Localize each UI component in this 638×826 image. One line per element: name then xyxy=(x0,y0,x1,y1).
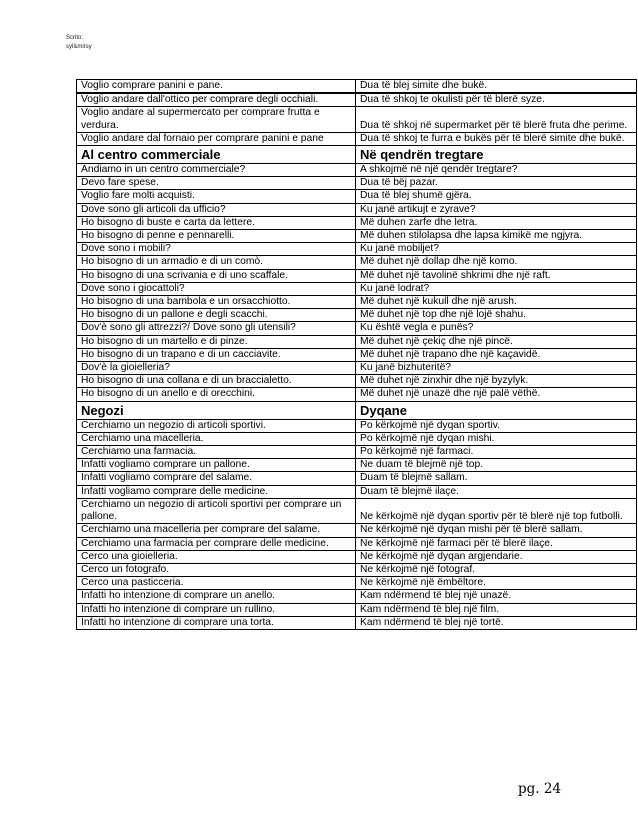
section-title-albanian-cell: Dyqane xyxy=(356,401,637,419)
table-row xyxy=(77,335,637,348)
albanian-cell: Më duhen zarfe dhe letra. xyxy=(356,216,637,229)
italian-cell: Dove sono gli articoli da ufficio? xyxy=(77,203,356,216)
albanian-cell: Dua të blej simite dhe bukë. xyxy=(356,80,637,94)
table-row xyxy=(77,485,637,498)
section-title-albanian-cell: Në qendrën tregtare xyxy=(356,146,637,164)
albanian-cell: Ku është vegla e punës? xyxy=(356,322,637,335)
section-title-italian-cell: Al centro commerciale xyxy=(77,146,356,164)
table-row xyxy=(77,269,637,282)
italian-cell: Infatti vogliamo comprare un pallone. xyxy=(77,459,356,472)
albanian-cell: Duam të blejmë sallam. xyxy=(356,472,637,485)
albanian-cell: Më duhet një kukull dhe një arush. xyxy=(356,296,637,309)
italian-cell: Ho bisogno di un pallone e degli scacchi. xyxy=(77,309,356,322)
albanian-cell: Ne kërkojmë një fotograf. xyxy=(356,563,637,576)
table-row xyxy=(77,243,637,256)
italian-cell: Infatti ho intenzione di comprare una torta. xyxy=(77,616,356,629)
albanian-cell: Po kërkojmë një dyqan sportiv. xyxy=(356,419,637,432)
italian-cell: Dove sono i giocattoli? xyxy=(77,282,356,295)
table-row xyxy=(77,603,637,616)
italian-cell: Voglio fare molti acquisti. xyxy=(77,190,356,203)
italian-cell: Andiamo in un centro commerciale? xyxy=(77,164,356,177)
italian-cell: Dove sono i mobili? xyxy=(77,243,356,256)
albanian-cell: Ku janë artikujt e zyrave? xyxy=(356,203,637,216)
albanian-cell: Dua të bëj pazar. xyxy=(356,177,637,190)
page-header xyxy=(66,34,92,52)
italian-cell: Cerchiamo un negozio di articoli sportivi. xyxy=(77,419,356,432)
table-row xyxy=(77,190,637,203)
page-number: pg. 24 xyxy=(518,781,562,797)
albanian-cell: Ne duam të blejmë një top. xyxy=(356,459,637,472)
italian-cell: Cerco un fotografo. xyxy=(77,563,356,576)
albanian-cell: Po kërkojmë një dyqan mishi. xyxy=(356,432,637,445)
table-row xyxy=(77,524,637,537)
albanian-cell: Më duhet një trapano dhe një kaçavidë. xyxy=(356,348,637,361)
table-row xyxy=(77,537,637,550)
table-row xyxy=(77,590,637,603)
table-row xyxy=(77,362,637,375)
table-row xyxy=(77,577,637,590)
albanian-cell: Ne kërkojmë një dyqan sportiv për të blerë një top futbolli. xyxy=(356,498,637,523)
italian-cell: Ho bisogno di un armadio e di un comò. xyxy=(77,256,356,269)
albanian-cell: Më duhet një tavolinë shkrimi dhe një raft. xyxy=(356,269,637,282)
italian-cell: Dov'è la gioielleria? xyxy=(77,362,356,375)
italian-cell: Infatti vogliamo comprare del salame. xyxy=(77,472,356,485)
albanian-cell: A shkojmë në një qendër tregtare? xyxy=(356,164,637,177)
table-row xyxy=(77,296,637,309)
table-row xyxy=(77,459,637,472)
table-row xyxy=(77,203,637,216)
table-row xyxy=(77,230,637,243)
table-row xyxy=(77,309,637,322)
albanian-cell: Ne kërkojmë një dyqan mishi për të blerë sallam. xyxy=(356,524,637,537)
italian-cell: Infatti ho intenzione di comprare un anello. xyxy=(77,590,356,603)
italian-cell: Cerchiamo una macelleria. xyxy=(77,432,356,445)
table-row xyxy=(77,563,637,576)
table-row xyxy=(77,446,637,459)
table-row xyxy=(77,550,637,563)
albanian-cell: Kam ndërmend të blej një film. xyxy=(356,603,637,616)
table-row xyxy=(77,388,637,401)
italian-cell: Cerco una gioielleria. xyxy=(77,550,356,563)
table-row xyxy=(77,282,637,295)
header-line-1: Scrito: xyxy=(66,35,84,41)
italian-cell: Cerchiamo una macelleria per comprare del salame. xyxy=(77,524,356,537)
albanian-cell: Dua të shkoj te furra e bukës për të blerë simite dhe bukë. xyxy=(356,132,637,145)
table-row xyxy=(77,348,637,361)
italian-cell: Voglio andare al supermercato per comprare frutta e verdura. xyxy=(77,107,356,132)
albanian-cell: Duam të blejmë ilaçe. xyxy=(356,485,637,498)
italian-cell: Ho bisogno di penne e pennarelli. xyxy=(77,230,356,243)
italian-cell: Cerchiamo un negozio di articoli sportivi per comprare un pallone. xyxy=(77,498,356,523)
table-row xyxy=(77,216,637,229)
albanian-cell: Ku janë mobiljet? xyxy=(356,243,637,256)
albanian-cell: Dua të shkoj te okulisti për të blerë syze. xyxy=(356,93,637,107)
table-row xyxy=(77,432,637,445)
table-row xyxy=(77,132,637,145)
albanian-cell: Më duhet një unazë dhe një palë vëthë. xyxy=(356,388,637,401)
table-row xyxy=(77,164,637,177)
table-row xyxy=(77,472,637,485)
italian-cell: Ho bisogno di un anello e di orecchini. xyxy=(77,388,356,401)
phrase-table xyxy=(76,79,637,630)
albanian-cell: Më duhen stilolapsa dhe lapsa kimikë me ngjyra. xyxy=(356,230,637,243)
table-row xyxy=(77,177,637,190)
italian-cell: Cerchiamo una farmacia per comprare delle medicine. xyxy=(77,537,356,550)
italian-cell: Cerco una pasticceria. xyxy=(77,577,356,590)
albanian-cell: Ne kërkojmë një farmaci për të blerë ilaçe. xyxy=(356,537,637,550)
table-row xyxy=(77,419,637,432)
table-row xyxy=(77,93,637,107)
albanian-cell: Ne kërkojmë një ëmbëltore. xyxy=(356,577,637,590)
header-line-2: syl&mirsy xyxy=(66,44,92,50)
italian-cell: Cerchiamo una farmacia. xyxy=(77,446,356,459)
italian-cell: Ho bisogno di un martello e di pinze. xyxy=(77,335,356,348)
table-row xyxy=(77,322,637,335)
italian-cell: Voglio comprare panini e pane. xyxy=(77,80,356,94)
section-header-row xyxy=(77,146,637,164)
table-row xyxy=(77,107,637,132)
table-row xyxy=(77,256,637,269)
table-row xyxy=(77,498,637,523)
albanian-cell: Dua të shkoj në supermarket për të blerë fruta dhe perime. xyxy=(356,107,637,132)
albanian-cell: Po kërkojmë një farmaci. xyxy=(356,446,637,459)
italian-cell: Devo fare spese. xyxy=(77,177,356,190)
albanian-cell: Dua të blej shumë gjëra. xyxy=(356,190,637,203)
italian-cell: Infatti vogliamo comprare delle medicine. xyxy=(77,485,356,498)
albanian-cell: Kam ndërmend të blej një tortë. xyxy=(356,616,637,629)
albanian-cell: Më duhet një zinxhir dhe një byzylyk. xyxy=(356,375,637,388)
table-row xyxy=(77,616,637,629)
albanian-cell: Ku janë lodrat? xyxy=(356,282,637,295)
table-row xyxy=(77,375,637,388)
italian-cell: Ho bisogno di una collana e di un braccialetto. xyxy=(77,375,356,388)
albanian-cell: Më duhet një top dhe një lojë shahu. xyxy=(356,309,637,322)
section-header-row xyxy=(77,401,637,419)
italian-cell: Voglio andare dal fornaio per comprare panini e pane xyxy=(77,132,356,145)
table-row xyxy=(77,80,637,94)
section-title-italian-cell: Negozi xyxy=(77,401,356,419)
albanian-cell: Kam ndërmend të blej një unazë. xyxy=(356,590,637,603)
italian-cell: Ho bisogno di una bambola e un orsacchiotto. xyxy=(77,296,356,309)
italian-cell: Infatti ho intenzione di comprare un rullino. xyxy=(77,603,356,616)
albanian-cell: Më duhet një çekiç dhe një pincë. xyxy=(356,335,637,348)
italian-cell: Voglio andare dall'ottico per comprare degli occhiali. xyxy=(77,93,356,107)
albanian-cell: Ne kërkojmë një dyqan argjendarie. xyxy=(356,550,637,563)
italian-cell: Ho bisogno di buste e carta da lettere. xyxy=(77,216,356,229)
italian-cell: Ho bisogno di una scrivania e di uno scaffale. xyxy=(77,269,356,282)
italian-cell: Dov'è sono gli attrezzi?/ Dove sono gli utensili? xyxy=(77,322,356,335)
albanian-cell: Më duhet një dollap dhe një komo. xyxy=(356,256,637,269)
phrase-table-body xyxy=(77,80,637,630)
italian-cell: Ho bisogno di un trapano e di un cacciavite. xyxy=(77,348,356,361)
albanian-cell: Ku janë bizhuteritë? xyxy=(356,362,637,375)
